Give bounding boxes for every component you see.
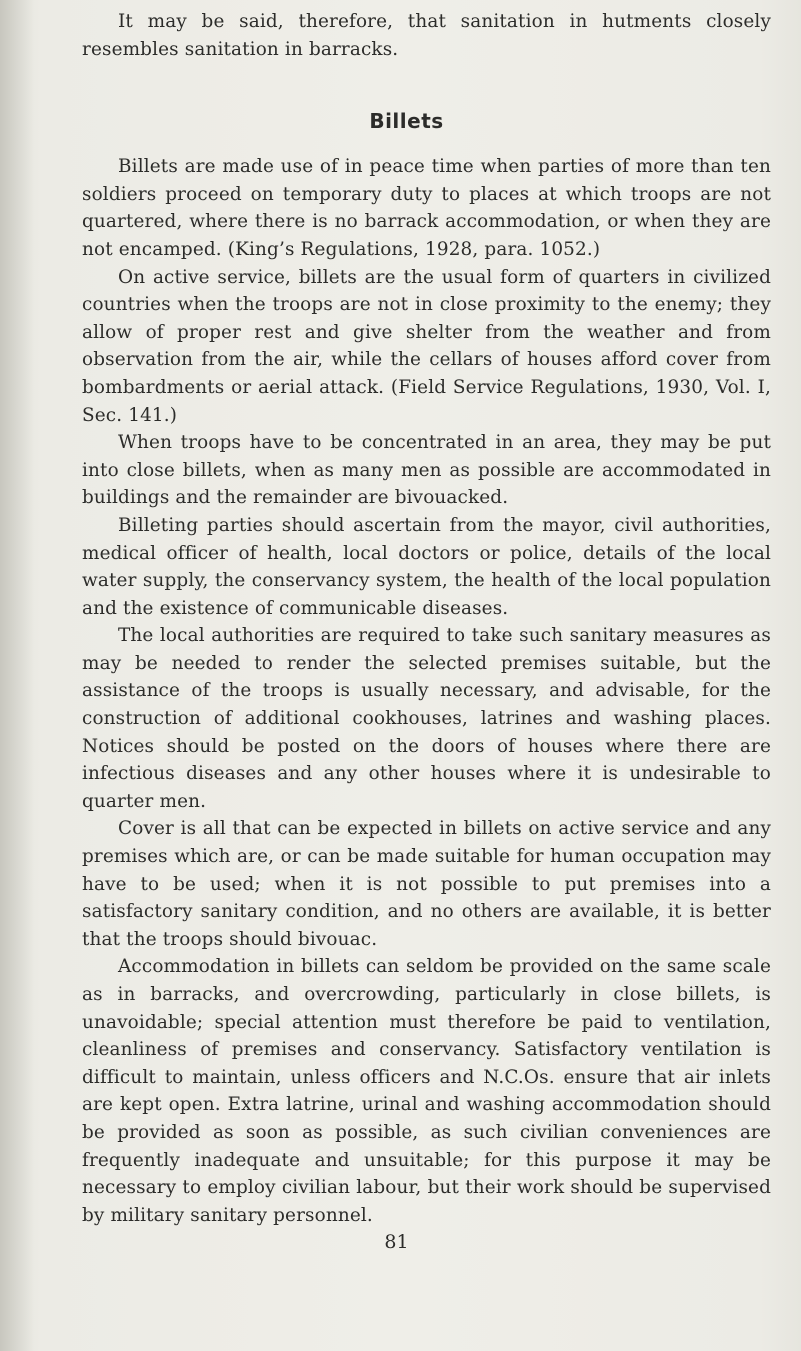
section-heading: Billets bbox=[369, 109, 444, 134]
paragraph-close-billets: When troops have to be concentrated in an area, they may be put into close billets, when as many men as possible are accommodated in buildings and the remainder are bivouacked. bbox=[82, 432, 771, 509]
paragraph-peace-time-billets: Billets are made use of in peace time when parties of more than ten soldiers proceed on temporary duty to places at which troops are not quartered, where there is no barrack accommodation, or when they are not encamped. (King’s Regulations, 1928, para. 1052.) bbox=[82, 156, 771, 260]
page-edge-shadow bbox=[0, 0, 34, 1351]
paragraph-accommodation: Accommodation in billets can seldom be provided on the same scale as in barracks, and overcrowding, particularly in close billets, is unavoidable; special attention must therefore be paid to ventilation, cleanliness of premises and conservancy. Satisfactory ventilation is difficult to maintain, unless officers and N.C.Os. ensure that air inlets are kept open. Extra latrine, urinal and washing accommodation should be provided as soon as possible, as such civilian conveniences are frequently inadequate and unsuitable; for this purpose it may be necessary to employ civilian labour, but their work should be supervised by military sanitary personnel. bbox=[82, 956, 771, 1226]
page-number: 81 bbox=[384, 1231, 409, 1254]
paragraph-active-service: On active service, billets are the usual form of quarters in civilized countries when the troops are not in close proximity to the enemy; they allow of proper rest and give shelter from the weather and from observation from the air, while the cellars of houses afford cover from bombardments or aerial attack. (Field Service Regulations, 1930, Vol. I, Sec. 141.) bbox=[82, 266, 771, 426]
paragraph-billeting-parties: Billeting parties should ascertain from the mayor, civil authorities, medical officer of health, local doctors or police, details of the local water supply, the conservancy system, the health of the local population and the existence of communicable diseases. bbox=[82, 514, 771, 619]
paragraph-cover: Cover is all that can be expected in billets on active service and any premises which are, or can be made suitable for human occupation may have to be used; when it is not possible to put premises into a satisfactory sanitary condition, and no others are available, it is better that the troops should bivouac. bbox=[82, 818, 771, 950]
paragraph-local-authorities: The local authorities are required to take such sanitary measures as may be needed to render the selected premises suitable, but the assistance of the troops is usually necessary, and advisable, for the construction of additional cookhouses, latrines and washing places. Notices should be posted on the doors of houses where there are infectious diseases and any other houses where it is undesirable to quarter men. bbox=[82, 625, 771, 812]
intro-paragraph: It may be said, therefore, that sanitation in hutments closely resembles sanitation in barracks. bbox=[82, 11, 771, 60]
